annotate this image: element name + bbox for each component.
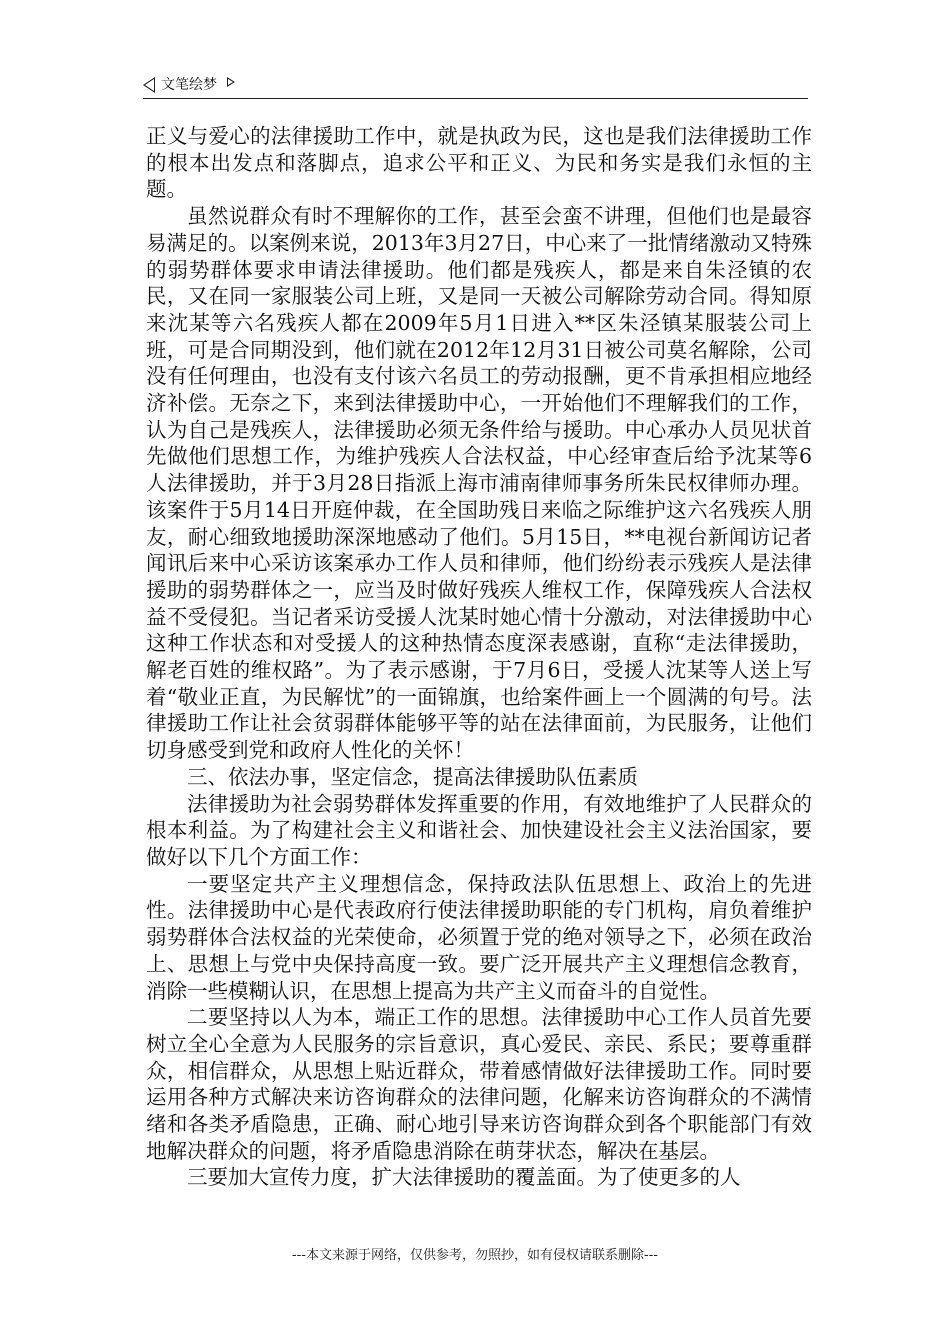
paragraph: 二要坚持以人为本，端正工作的思想。法律援助中心工作人员首先要树立全心全意为人民服务的宗旨意识，真心爱民、亲民、系民；要尊重群众，相信群众，从思想上贴近群众，带着感情做好法律援助工作。同时要运用各种方式解决来访咨询群众的法律问题，化解来访咨询群众的不满情绪和各类矛盾隐患，正确、耐心地引导来访咨询群众到各个职能部门有效地解决群众的问题，将矛盾隐患消除在萌芽状态，解决在基层。 bbox=[146, 1005, 812, 1163]
paragraph: 法律援助为社会弱势群体发挥重要的作用，有效地维护了人民群众的根本利益。为了构建社会主义和谐社会、加快建设社会主义法治国家，要做好以下几个方面工作： bbox=[146, 791, 812, 869]
paragraph: 三要加大宣传力度，扩大法律援助的覆盖面。为了使更多的人 bbox=[187, 1165, 741, 1190]
document-body bbox=[146, 123, 812, 1191]
page-footer: ---本文来源于网络，仅供参考，勿照抄，如有侵权请联系删除--- bbox=[291, 1248, 659, 1263]
paragraph: 一要坚定共产主义理想信念，保持政法队伍思想上、政治上的先进性。法律援助中心是代表政府行使法律援助职能的专门机构，肩负着维护弱势群体合法权益的光荣使命，必须置于党的绝对领导之下，必须在政治上、思想上与党中央保持高度一致。要广泛开展共产主义理想信念教育，消除一些模糊认识，在思想上提高为共产主义而奋斗的自觉性。 bbox=[146, 871, 812, 1003]
section-heading: 三、依法办事，坚定信念，提高法律援助队伍素质 bbox=[187, 764, 638, 789]
paragraph: 虽然说群众有时不理解你的工作，甚至会蛮不讲理，但他们也是最容易满足的。以案例来说，2013年3月27日，中心来了一批情绪激动又特殊的弱势群体要求申请法律援助。他们都是残疾人，都是来自朱泾镇的农民，又在同一家服装公司上班，又是同一天被公司解除劳动合同。得知原来沈某等六名残疾人都在2009年5月1日进入**区朱泾镇某服装公司上班，可是合同期没到，他们就在2012年12月31日被公司莫名解除，公司没有任何理由，也没有支付该六名员工的劳动报酬，更不肯承担相应地经济补偿。无奈之下，来到法律援助中心，一开始他们不理解我们的工作，认为自己是残疾人，法律援助必须无条件给与援助。中心承办人员见状首先做他们思想工作，为维护残疾人合法权益，中心经审查后给予沈某等6人法律援助，并于3月28日指派上海市浦南律师事务所朱民权律师办理。该案件于5月14日开庭仲裁，在全国助残日来临之际维护这六名残疾人朋友，耐心细致地援助深深地感动了他们。5月15日，**电视台新闻访记者闻讯后来中心采访该案承办工作人员和律师，他们纷纷表示残疾人是法律援助的弱势群体之一，应当及时做好残疾人维权工作，保障残疾人合法权益不受侵犯。当记者采访受援人沈某时她心情十分激动，对法律援助中心这种工作状态和对受援人的这种热情态度深表感谢，直称“走法律援助，解老百姓的维权路”。为了表示感谢，于7月6日，受援人沈某等人送上写着“敬业正直，为民解忧”的一面锦旗，也给案件画上一个圆满的句号。法律援助工作让社会贫弱群体能够平等的站在法律面前，为民服务，让他们切身感受到党和政府人性化的关怀！ bbox=[146, 204, 812, 763]
triangle-left-icon bbox=[143, 77, 155, 93]
page-header bbox=[143, 72, 808, 99]
header-title: 文笔绘梦 bbox=[161, 77, 217, 93]
paragraph: 正义与爱心的法律援助工作中，就是执政为民，这也是我们法律援助工作的根本出发点和落脚点，追求公平和正义、为民和务实是我们永恒的主题。 bbox=[146, 124, 812, 202]
triangle-right-icon bbox=[227, 77, 235, 87]
